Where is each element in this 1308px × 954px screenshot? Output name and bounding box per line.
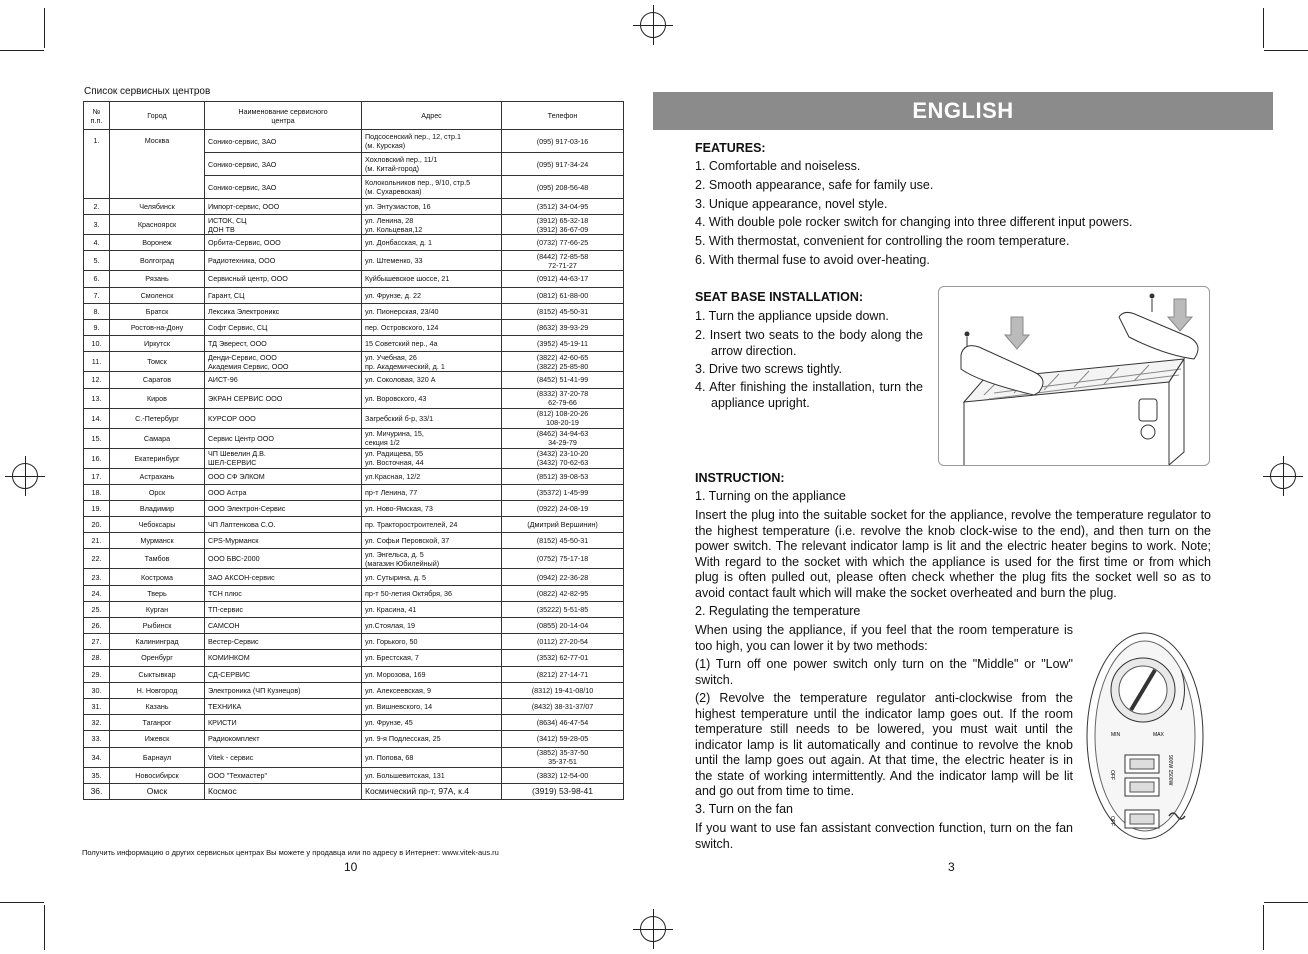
row-phone: (35372) 1-45-99 [502,484,624,500]
table-body [84,130,624,800]
row-number: 22. [84,549,110,569]
row-phone: (0922) 24-08-19 [502,500,624,516]
row-address: пр-т Ленина, 77 [362,484,502,500]
row-center-name: Лексика Электроникс [205,303,362,319]
table-row [84,517,624,533]
row-phone: (0942) 22-36-28 [502,569,624,585]
row-city: Киров [110,388,205,408]
service-footer-note: Получить информацию о других сервисных центрах Вы можете у продавца или по адресу в Интернет: www.vitek-aus.ru [82,848,499,857]
row-number: 36. [84,783,110,799]
seat-step: 3. Drive two screws tightly. [695,362,843,376]
row-number: 16. [84,448,110,468]
row-address: ул. Брестская, 7 [362,650,502,666]
row-phone: (Дмитрий Вершинин) [502,517,624,533]
table-row [84,634,624,650]
row-center-name: Софт Сервис, СЦ [205,319,362,335]
row-address: ул. Учебная, 26 пр. Академический, д. 1 [362,352,502,372]
step2-method1: (1) Turn off one power switch only turn on the "Middle" or "Low" switch. [695,657,1073,687]
row-city: Таганрог [110,715,205,731]
row-address: ул. Радищева, 55 ул. Восточная, 44 [362,448,502,468]
row-address: ул. Воровского, 43 [362,388,502,408]
row-phone: (0822) 42-82-95 [502,585,624,601]
table-row [84,682,624,698]
crop-mark [0,50,44,51]
row-number: 11. [84,352,110,372]
table-row [84,271,624,287]
min-label: MIN [1111,732,1121,738]
row-city: Сыктывкар [110,666,205,682]
row-center-name: Сервисный центр, ООО [205,271,362,287]
row-center-name: ЧП Шевелин Д.В. ШЕЛ-СЕРВИС [205,448,362,468]
row-phone: (8152) 45-50-31 [502,303,624,319]
row-city: Волгоград [110,251,205,271]
row-city: Чебоксары [110,517,205,533]
row-phone: (8212) 27-14-71 [502,666,624,682]
row-address: пр-т 50-летия Октября, 36 [362,585,502,601]
service-center-table [83,101,624,800]
row-city: Рязань [110,271,205,287]
row-city: Казань [110,698,205,714]
row-center-name: Сонико-сервис, ЗАО [205,153,362,176]
row-city: Астрахань [110,468,205,484]
row-city: Смоленск [110,287,205,303]
row-center-name: ЭКРАН СЕРВИС ООО [205,388,362,408]
feature-item: 4. With double pole rocker switch for changing into three different input powers. [695,215,1133,229]
table-row [84,533,624,549]
row-number: 35. [84,767,110,783]
table-row [84,569,624,585]
col-header-number: № п.п. [84,102,110,130]
table-row [84,585,624,601]
crop-mark [1264,902,1308,903]
row-phone: (3852) 35-37-50 35-37-51 [502,747,624,767]
registration-mark [1270,463,1296,489]
table-row [84,549,624,569]
row-city: Екатеринбург [110,448,205,468]
row-center-name: ООО Электрон-Сервис [205,500,362,516]
row-center-name: Денди-Сервис, ООО Академия Сервис, ООО [205,352,362,372]
row-number: 33. [84,731,110,747]
row-center-name: Сонико-сервис, ЗАО [205,176,362,199]
row-address: ул. Большевитская, 131 [362,767,502,783]
table-row [84,731,624,747]
heater-seat-drawing [939,287,1209,465]
row-address: ул. Соколовая, 320 А [362,372,502,388]
row-center-name: САМСОН [205,618,362,634]
row-center-name: Импорт-сервис, ООО [205,199,362,215]
row-number: 29. [84,666,110,682]
row-center-name: ООО СФ ЭЛКОМ [205,468,362,484]
row-number: 5. [84,251,110,271]
row-address: 15 Советский пер., 4а [362,336,502,352]
row-phone: (095) 208-56-48 [502,176,624,199]
row-phone: (3532) 62-77-01 [502,650,624,666]
row-number: 1. [84,130,110,199]
row-address: ул. Софьи Перовской, 37 [362,533,502,549]
row-address: ул. Морозова, 169 [362,666,502,682]
row-number: 18. [84,484,110,500]
table-row [84,287,624,303]
off-label: OFF [1109,770,1115,780]
row-phone: (3832) 12-54-00 [502,767,624,783]
table-row [84,336,624,352]
row-center-name: Космос [205,783,362,799]
col-header-phone: Телефон [502,102,624,130]
registration-mark [12,463,38,489]
table-row [84,468,624,484]
row-center-name: КОМИНКОМ [205,650,362,666]
row-city: Омск [110,783,205,799]
row-center-name: ЧП Лаптенкова С.О. [205,517,362,533]
row-city: Оренбург [110,650,205,666]
row-city: Томск [110,352,205,372]
row-number: 2. [84,199,110,215]
row-city: Воронеж [110,235,205,251]
row-number: 26. [84,618,110,634]
row-address: ул. Сутырина, д. 5 [362,569,502,585]
row-center-name: Гарант, СЦ [205,287,362,303]
row-phone: (0855) 20-14-04 [502,618,624,634]
row-address: ул. Фрунзе, д. 22 [362,287,502,303]
row-number: 8. [84,303,110,319]
col-header-name: Наименование сервисного центра [205,102,362,130]
row-address: ул. Фрунзе, 45 [362,715,502,731]
row-address: ул. 9-я Подлесская, 25 [362,731,502,747]
row-address: ул. Штеменко, 33 [362,251,502,271]
row-center-name: Сонико-сервис, ЗАО [205,130,362,153]
row-address: пр. Тракторостроителей, 24 [362,517,502,533]
row-city: Самара [110,428,205,448]
row-phone: (812) 108-20-26 108-20-19 [502,408,624,428]
row-city: Рыбинск [110,618,205,634]
table-row [84,235,624,251]
page-number-left: 10 [344,860,358,874]
col-header-city: Город [110,102,205,130]
step2-method2: (2) Revolve the temperature regulator anti-clockwise from the highest temperature until the indicator lamp goes out. If the room temperature still needs to be lowered, you must wait until the indicator lamp is lit automatically and continue to revolve the knob until the lamp goes out again. At that time, the electric heater is in the state of working intermittently. And the indicator lamp will be lit and go out from time to time. [695,691,1073,798]
row-center-name: Радиокомплект [205,731,362,747]
row-city: Новосибирск [110,767,205,783]
row-phone: (8332) 37-20-78 62-79-66 [502,388,624,408]
row-number: 24. [84,585,110,601]
row-city: Калининград [110,634,205,650]
row-center-name: ТД Эверест, ООО [205,336,362,352]
table-row [84,747,624,767]
power-label: 900W 1500W [1167,755,1173,786]
row-center-name: Электроника (ЧП Кузнецов) [205,682,362,698]
crop-mark [1264,50,1308,51]
control-panel-illustration [1083,630,1207,842]
row-address: ул. Энтузиастов, 16 [362,199,502,215]
row-center-name: ИСТОК, СЦ ДОН ТВ [205,215,362,235]
table-row [84,215,624,235]
row-phone: (0732) 77-66-25 [502,235,624,251]
max-label: MAX [1153,732,1164,738]
registration-mark [640,12,666,38]
row-address: ул. Горького, 50 [362,634,502,650]
step2-text: When using the appliance, if you feel that the room temperature is too high, you can lower it by two methods: [695,623,1073,653]
row-number: 30. [84,682,110,698]
step3-text: If you want to use fan assistant convection function, turn on the fan switch. [695,821,1073,851]
row-center-name: ООО "Техмастер" [205,767,362,783]
row-address: ул. Пионерская, 23/40 [362,303,502,319]
row-phone: (8452) 51-41-99 [502,372,624,388]
row-number: 15. [84,428,110,448]
row-center-name: Орбита-Сервис, ООО [205,235,362,251]
table-header-row [84,102,624,130]
row-center-name: Сервис Центр ООО [205,428,362,448]
seat-step: 1. Turn the appliance upside down. [695,309,889,323]
row-phone: (3952) 45-19-11 [502,336,624,352]
table-row [84,601,624,617]
row-city: Тверь [110,585,205,601]
row-number: 34. [84,747,110,767]
row-center-name: Vitek - сервис [205,747,362,767]
row-phone: (095) 917-03-16 [502,130,624,153]
row-address: ул. Вишневского, 14 [362,698,502,714]
table-row [84,618,624,634]
service-list-caption: Список сервисных центров [84,86,211,97]
table-row [84,767,624,783]
seat-installation-heading: SEAT BASE INSTALLATION: [695,290,864,304]
row-phone: (8634) 46-47-54 [502,715,624,731]
row-city: Саратов [110,372,205,388]
row-address: ул. Ленина, 28 ул. Кольцевая,12 [362,215,502,235]
row-phone: (8312) 19-41-08/10 [502,682,624,698]
step3-title: 3. Turn on the fan [695,802,793,816]
row-phone: (3512) 34-04-95 [502,199,624,215]
row-phone: (0812) 61-88-00 [502,287,624,303]
crop-mark [0,902,44,903]
registration-mark [640,916,666,942]
table-row [84,199,624,215]
crop-mark [1263,905,1264,950]
row-address: пер. Островского, 124 [362,319,502,335]
row-city: Ижевск [110,731,205,747]
row-city: Барнаул [110,747,205,767]
step2-title: 2. Regulating the temperature [695,604,861,618]
row-number: 21. [84,533,110,549]
row-number: 7. [84,287,110,303]
table-row [84,715,624,731]
step1-text: Insert the plug into the suitable socket for the appliance, revolve the temperature regulator to the highest temperature (i.e. revolve the knob clock-wise to the end), and then turn on the power switch. The relevant indicator lamp is lit and the electric heater begins to work. Note; With regard to the socket with which the appliance is used for the first time or from which plug is often pulled out, please often check whether the plug fits the socket well so as to avoid contact fault which will make the socket overheated and burn the plug. [695,508,1211,600]
col-header-address: Адрес [362,102,502,130]
row-address: ул.Стоялая, 19 [362,618,502,634]
row-city: Тамбов [110,549,205,569]
row-address: ул. Энгельса, д. 5 (магазин Юбилейный) [362,549,502,569]
row-phone: (095) 917-34-24 [502,153,624,176]
off-label: OFF [1109,816,1115,826]
row-center-name: ТП-сервис [205,601,362,617]
crop-mark [44,905,45,950]
seat-installation-illustration [938,286,1210,466]
row-address: ул. Мичурина, 15, секция 1/2 [362,428,502,448]
crop-mark [44,8,45,48]
row-city: Москва [110,130,205,199]
row-address: Колокольников пер., 9/10, стр.5 (м. Сухаревская) [362,176,502,199]
table-row [84,408,624,428]
row-city: Орск [110,484,205,500]
row-address: Загребский б-р, 33/1 [362,408,502,428]
row-phone: (8512) 39-08-53 [502,468,624,484]
table-row [84,428,624,448]
row-address: Хохловский пер., 11/1 (м. Китай-город) [362,153,502,176]
features-heading: FEATURES: [695,141,766,155]
row-address: Куйбышевское шоссе, 21 [362,271,502,287]
row-city: Курган [110,601,205,617]
row-phone: (8432) 38-31-37/07 [502,698,624,714]
row-center-name: Радиотехника, ООО [205,251,362,271]
row-number: 20. [84,517,110,533]
table-row [84,372,624,388]
row-phone: (8442) 72-85-58 72-71-27 [502,251,624,271]
row-phone: (3912) 65-32-18 (3912) 36-67-09 [502,215,624,235]
row-city: Братск [110,303,205,319]
row-center-name: Вестер-Сервис [205,634,362,650]
row-center-name: АИСТ-96 [205,372,362,388]
row-number: 23. [84,569,110,585]
row-number: 31. [84,698,110,714]
row-number: 17. [84,468,110,484]
row-center-name: КРИСТИ [205,715,362,731]
row-city: Красноярск [110,215,205,235]
row-number: 12. [84,372,110,388]
row-center-name: ООО Астра [205,484,362,500]
feature-item: 3. Unique appearance, novel style. [695,197,888,211]
row-center-name: ООО БВС-2000 [205,549,362,569]
table-row [84,251,624,271]
crop-mark [1263,8,1264,48]
row-number: 14. [84,408,110,428]
table-row [84,388,624,408]
table-row [84,319,624,335]
row-center-name: CPS-Мурманск [205,533,362,549]
row-number: 9. [84,319,110,335]
row-phone: (35222) 5-51-85 [502,601,624,617]
row-center-name: ТЕХНИКА [205,698,362,714]
row-number: 3. [84,215,110,235]
seat-step: 4. After finishing the installation, turn the appliance upright. [695,380,923,410]
feature-item: 2. Smooth appearance, safe for family use. [695,178,934,192]
row-number: 32. [84,715,110,731]
row-phone: (8152) 45-50-31 [502,533,624,549]
step1-title: 1. Turning on the appliance [695,489,846,503]
row-phone: (3412) 59-28-05 [502,731,624,747]
table-row [84,500,624,516]
table-row [84,130,624,153]
row-phone: (3822) 42-60-65 (3822) 25-85-80 [502,352,624,372]
row-center-name: ЗАО АКСОН-сервис [205,569,362,585]
row-address: ул. Алексеевская, 9 [362,682,502,698]
row-city: Владимир [110,500,205,516]
row-address: ул.Красная, 12/2 [362,468,502,484]
row-city: Кострома [110,569,205,585]
seat-step: 2. Insert two seats to the body along the arrow direction. [695,328,923,358]
row-address: Подсосенский пер., 12, стр.1 (м. Курская) [362,130,502,153]
feature-item: 1. Comfortable and noiseless. [695,159,861,173]
row-number: 25. [84,601,110,617]
row-phone: (8632) 39-93-29 [502,319,624,335]
table-row [84,484,624,500]
row-number: 4. [84,235,110,251]
row-center-name: СД-СЕРВИС [205,666,362,682]
row-phone: (8462) 34-94-63 34-29-79 [502,428,624,448]
table-row [84,666,624,682]
row-city: Мурманск [110,533,205,549]
row-number: 27. [84,634,110,650]
row-address: ул. Донбасская, д. 1 [362,235,502,251]
row-city: Челябинск [110,199,205,215]
table-row [84,650,624,666]
row-phone: (3919) 53-98-41 [502,783,624,799]
row-phone: (0752) 75-17-18 [502,549,624,569]
row-number: 6. [84,271,110,287]
table-row [84,698,624,714]
row-center-name: КУРСОР ООО [205,408,362,428]
row-city: Иркутск [110,336,205,352]
instruction-heading: INSTRUCTION: [695,471,785,485]
language-banner: ENGLISH [653,92,1273,130]
feature-item: 6. With thermal fuse to avoid over-heating. [695,253,930,267]
row-number: 13. [84,388,110,408]
control-panel-drawing [1083,630,1207,842]
page-number-right: 3 [948,860,955,874]
row-phone: (0112) 27-20-54 [502,634,624,650]
row-city: Ростов-на-Дону [110,319,205,335]
row-address: Космический пр-т, 97А, к.4 [362,783,502,799]
feature-item: 5. With thermostat, convenient for controlling the room temperature. [695,234,1070,248]
table-row [84,352,624,372]
table-row [84,303,624,319]
row-address: ул. Попова, 68 [362,747,502,767]
row-city: Н. Новгород [110,682,205,698]
table-row [84,783,624,799]
row-number: 10. [84,336,110,352]
row-phone: (3432) 23-10-20 (3432) 70-62-63 [502,448,624,468]
row-address: ул. Ново-Ямская, 73 [362,500,502,516]
row-number: 19. [84,500,110,516]
row-address: ул. Красина, 41 [362,601,502,617]
row-center-name: ТСН плюс [205,585,362,601]
row-city: С.-Петербург [110,408,205,428]
table-row [84,448,624,468]
row-number: 28. [84,650,110,666]
row-phone: (0912) 44-63-17 [502,271,624,287]
